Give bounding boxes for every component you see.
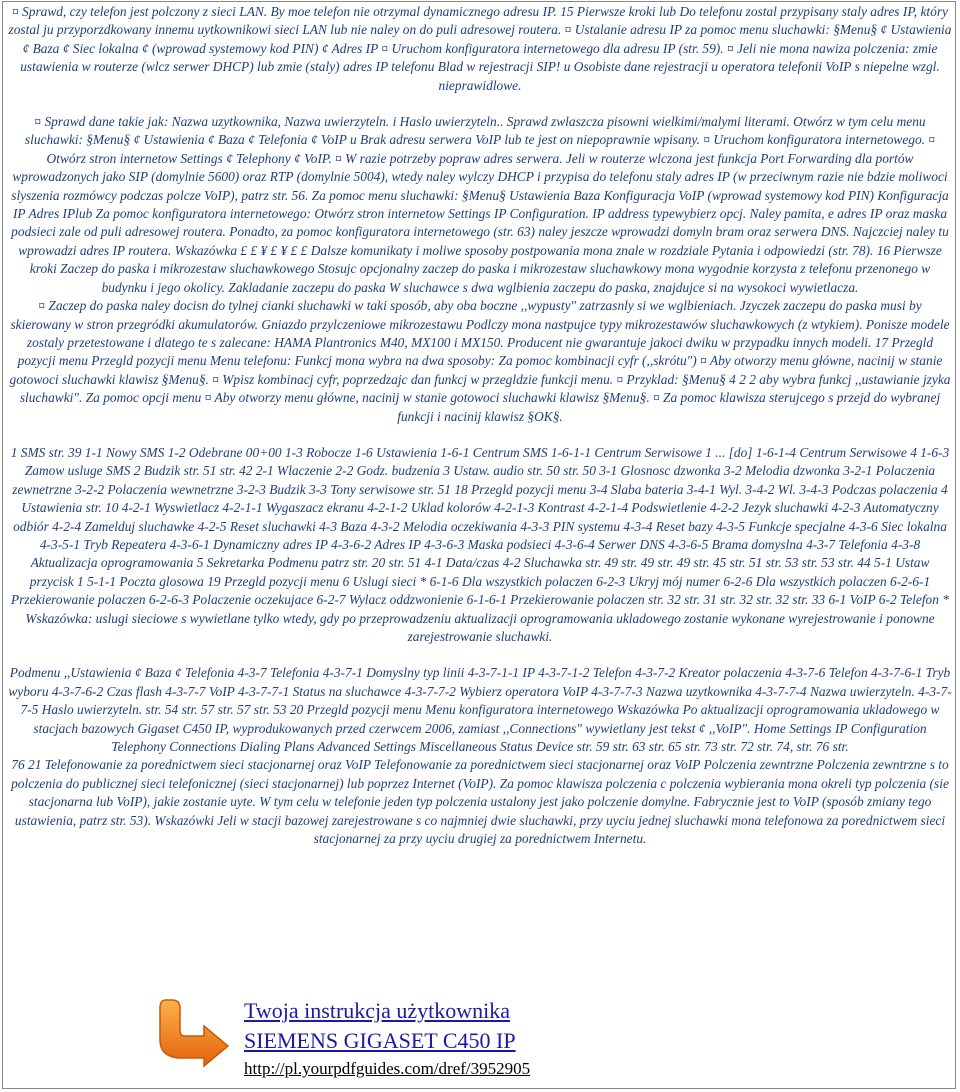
paragraph: 1 SMS str. 39 1-1 Nowy SMS 1-2 Odebrane 00+00 1-3 Robocze 1-6 Ustawienia 1-6-1 Centrum SMS 1-6-1-1 Centrum Serwisowe 1 ... [do] 1-6-1-4 Centrum Serwisowe 4 1-6-3 Zamow usluge SMS 2 Budzik str. 51 str. 42 2-1 Wlaczenie 2-2 Godz. budzenia 3 Ustaw. audio str. 50 str. 50 3-1 Glosnosc dzwonka 3-2 Melodia dzwonka 3-2-1 Polaczenia zewnetrzne 3-2-2 Polaczenia wewnetrzne 3-2-3 Budzik 3-3 Tony serwisowe str. 51 18 Przegld pozycji menu 3-4 Slaba bateria 3-4-1 Wyl. 3-4-2 Wl. 3-4-3 Podczas polaczenia 4 Ustawienia str. 10 4-2-1 Wyswietlacz 4-2-1-1 Wygaszacz ekranu 4-2-1-2 Uklad kolorów 4-2-1-3 Kontrast 4-2-1-4 Podswietlenie 4-2-2 Jezyk sluchawki 4-2-3 Automatyczny odbiór 4-2-4 Zamelduj sluchawke 4-2-5 Reset sluchawki 4-3 Baza 4-3-2 Melodia oczekiwania 4-3-3 PIN systemu 4-3-4 Reset bazy 4-3-5 Funkcje specjalne 4-3-6 Siec lokalna 4-3-5-1 Tryb Repeatera 4-3-6-1 Dynamiczny adres IP 4-3-6-2 Adres IP 4-3-6-3 Maska podsieci 4-3-6-4 Serwer DNS 4-3-6-5 Brama domyslna 4-3-7 Telefonia 4-3-8 Aktualizacja oprogramowania 5 Sekretarka Podmenu patrz str. 20 str. 51 4-1 Data/czas 4-2 Sluchawka str. 49 str. 49 str. 49 str. 45 str. 51 str. 53 str. 53 str. 44 5-1 Ustaw przycisk 1 5-1-1 Poczta glosowa 19 Przegld pozycji menu 6 Uslugi sieci * 6-1-6 Dla wszystkich polaczen 6-2-3 Ukryj mój numer 6-2-6 Dla wszystkich polaczen 6-2-6-1 Przekierowanie polaczen 6-2-6-3 Polaczenie oczekujace 6-2-7 Wylacz oddzwonienie 6-1-6-1 Przekierowanie polaczen str. 32 str. 31 str. 32 str. 32 str. 33 6-1 VoIP 6-2 Telefon * Wskazówka: uslugi sieciowe s wywietlane tylko wtedy, gdy po przeprowadzeniu aktualizacji oprogramowania ukladowego zostanie wykonane wyrejestrowanie i ponowne zarejestrowanie sluchawki. <box>10 444 950 644</box>
footer <box>152 996 752 1086</box>
paragraph: ¤ Zaczep do paska naley docisn do tylnej cianki sluchawki w taki sposób, aby oba boczne ,,wypusty" zatrzasnly si we wglbieniach. Jzyczek zaczepu do paska musi by skierowany w stron przegródki akumulatorów. Gniazdo przylczeniowe mikrozestawu Podlczy mona nastpujce typy mikrozestawów sluchawkowych (z wtykiem). Ponisze modele zostaly przetestowane i dlatego te s zalecane: HAMA Plantronics M40, MX100 i MX150. Producent nie gwarantuje jakoci dwiku w przypadku innych modeli. 17 Przegld pozycji menu Przegld pozycji menu Menu telefonu: Funkcj mona wybra na dwa sposoby: Za pomoc kombinacji cyfr (,,skrótu") ¤ Aby otworzy menu główne, nacinij w stanie gotowoci sluchawki klawisz §Menu§. ¤ Wpisz kombinacj cyfr, poprzedzajc dan funkcj w przegldzie funkcji menu. ¤ Przyklad: §Menu§ 4 2 2 aby wybra funkcj ,,ustawianie jzyka sluchawki". Za pomoc opcji menu ¤ Aby otworzy menu główne, nacinij w stanie gotowoci sluchawki klawisz §Menu§. ¤ Za pomoc klawisza sterujcego s przejd do wybranej funkcji i nacinij klawisz §OK§. <box>9 298 951 424</box>
product-link[interactable]: SIEMENS GIGASET C450 IP <box>244 1028 516 1053</box>
paragraph: ¤ Sprawd, czy telefon jest polczony z sieci LAN. By moe telefon nie otrzymal dynamicznego adresu IP. 15 Pierwsze kroki lub Do telefonu zostal przypisany staly adres IP, który zostal ju przyporzdkowany innemu uytkownikowi sieci LAN lub nie naley on do puli adresowej routera. ¤ Ustalanie adresu IP za pomoc menu sluchawki: §Menu§ ¢ Ustawienia ¢ Baza ¢ Siec lokalna ¢ (wprowad systemowy kod PIN) ¢ Adres IP ¤ Uruchom konfiguratora internetowego dla adresu IP (str. 59). ¤ Jeli nie mona nawiza polczenia: zmie ustawienia w routerze (wlcz serwer DHCP) lub zmie (staly) adres IP telefonu Blad w rejestracji SIP! u Osobiste dane rejestracji u operatora telefonii VoIP s niepelne wzgl. nieprawidlowe. <box>8 4 952 93</box>
arrow-logo-icon <box>152 996 232 1068</box>
paragraph: Podmenu ,,Ustawienia ¢ Baza ¢ Telefonia 4-3-7 Telefonia 4-3-7-1 Domyslny typ linii 4-3-7-1-1 IP 4-3-7-1-2 Telefon 4-3-7-2 Kreator polaczenia 4-3-7-6 Telefon 4-3-7-6-1 Tryb wyboru 4-3-7-6-2 Czas flash 4-3-7-7 VoIP 4-3-7-7-1 Status na sluchawce 4-3-7-7-2 Wybierz operatora VoIP 4-3-7-7-3 Nazwa uzytkownika 4-3-7-7-4 Nazwa uwierzyteln. 4-3-7-7-5 Haslo uwierzyteln. str. 54 str. 57 str. 57 str. 53 20 Przegld pozycji menu Menu konfiguratora internetowego Wskazówka Po aktualizacji oprogramowania ukladowego w stacjach bazowych Gigaset C450 IP, wyprodukowanych przed czerwcem 2006, zamiast ,,Connections" wywietlany jest tekst ¢ ,,VoIP". Home Settings IP Configuration Telephony Connections Dialing Plans Advanced Settings Miscellaneous Status Device str. 59 str. 63 str. 65 str. 73 str. 72 str. 74, str. 76 str. <box>8 665 952 755</box>
manual-link[interactable]: Twoja instrukcja użytkownika <box>244 998 511 1023</box>
paragraph: ¤ Sprawd dane takie jak: Nazwa uzytkownika, Nazwa uwierzyteln. i Haslo uwierzyteln.. Sprawd zwlaszcza pisowni wielkimi/malymi literami. Otwórz w tym celu menu sluchawki: §Menu§ ¢ Ustawienia ¢ Baza ¢ Telefonia ¢ VoIP u Brak adresu serwera VoIP lub te jest on niepoprawnie wpisany. ¤ Uruchom konfiguratora internetowego. ¤ Otwórz stron internetow Settings ¢ Telephony ¢ VoIP. ¤ W razie potrzeby popraw adres serwera. Jeli w routerze wlczona jest funkcja Port Forwarding dla portów wprowadzonych jako SIP (domylnie 5600) oraz RTP (domylnie 5004), wtedy naley wylczy DHCP i przypisa do telefonu staly adres IP (w przeciwnym razie nie bdzie moliwoci slyszenia rozmówcy podczas polcze VoIP), patrz str. 56. Za pomoc menu sluchawki: §Menu§ Ustawienia Baza Konfiguracja VoIP (wprowad systemowy kod PIN) Konfiguracja IP Adres IPlub Za pomoc konfiguratora internetowego: Otwórz stron internetow Settings IP Configuration. IP address typewybierz opcj. Naley pamita, e adres IP oraz maska podsieci zale od puli adresowej routera. Ponadto, za pomoc konfiguratora internetowego (str. 63) naley jeszcze wprowadzi domyln bram oraz serwera DNS. Najczciej naley tu wprowadzi adres IP routera. Wskazówka £ £ ¥ £ ¥ £ £ Dalsze komunikaty i moliwe sposoby postpowania mona znale w rozdziale Pytania i odpowiedzi (str. 78). 16 Pierwsze kroki Zaczep do paska i mikrozestaw sluchawkowego Stosujc opcjonalny zaczep do paska i mikrozestaw sluchawkowy mona wygodnie korzysta z telefonu przenonego w budynku i jego okolicy. Zakladanie zaczepu do paska W sluchawce s dwa wglbienia zaczepu do paska, znajdujce si na wysokoci wywietlacza. <box>11 114 949 295</box>
footer-links <box>244 996 530 1082</box>
paragraph: 76 21 Telefonowanie za porednictwem sieci stacjonarnej oraz VoIP Telefonowanie za porednictwem sieci stacjonarnej oraz VoIP Polczenia zewntrzne Polczenia zewntrzne s to polczenia do publicznej sieci telefonicznej (sieci stacjonarnej) lub poprzez Internet (VoIP). Za pomoc klawisza polczenia c polczenia wybierania mona okreli typ polczenia (sie stacjonarna lub VoIP), jakie zostanie uyte. W tym celu w telefonie jeden typ polczenia ustalony jest jako polczenie domylne. Fabrycznie jest to VoIP (sposób zmiany tego ustawienia, patrz str. 53). Wskazówki Jeli w stacji bazowej zarejestrowane s co najmniej dwie sluchawki, przy uyciu jednej sluchawki mona telefonowa za porednictwem sieci stacjonarnej za przy uyciu drugiej za porednictwem Internetu. <box>11 757 949 847</box>
url-link[interactable]: http://pl.yourpdfguides.com/dref/3952905 <box>244 1059 531 1078</box>
document-body <box>8 3 952 848</box>
